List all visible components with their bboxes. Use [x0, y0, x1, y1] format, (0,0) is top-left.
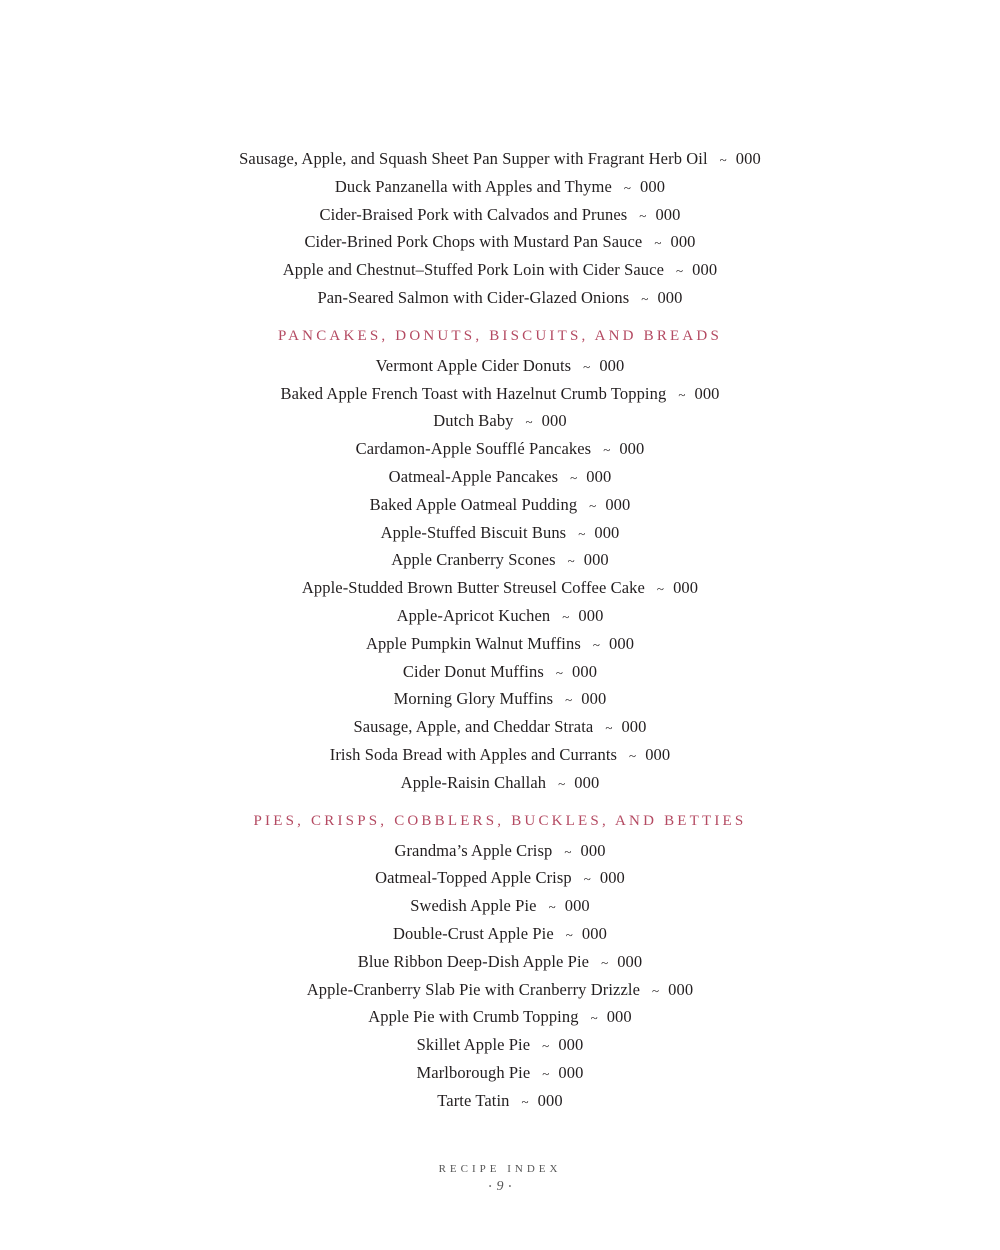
recipe-title: Apple-Apricot Kuchen — [396, 605, 551, 625]
recipe-page-number: 000 — [645, 744, 671, 764]
tilde-separator-icon: ~ — [592, 636, 600, 652]
recipe-title: Apple-Raisin Challah — [400, 772, 547, 792]
index-entry — [0, 519, 1000, 547]
index-entry — [0, 630, 1000, 658]
index-entry — [0, 228, 1000, 256]
tilde-separator-icon: ~ — [542, 1038, 550, 1054]
page-number: 9 — [496, 1179, 504, 1195]
index-entry — [0, 713, 1000, 741]
section-heading: PANCAKES, DONUTS, BISCUITS, AND BREADS — [277, 327, 723, 344]
index-entry — [0, 407, 1000, 435]
recipe-page-number: 000 — [541, 411, 567, 431]
index-entry — [0, 284, 1000, 312]
recipe-page-number: 000 — [578, 605, 604, 625]
tilde-separator-icon: ~ — [567, 553, 575, 569]
recipe-title: Cider Donut Muffins — [402, 661, 544, 681]
recipe-title: Apple Pie with Crumb Topping — [368, 1007, 579, 1027]
recipe-page-number: 000 — [581, 689, 607, 709]
tilde-separator-icon: ~ — [605, 720, 613, 736]
index-entry — [0, 352, 1000, 380]
recipe-page-number: 000 — [692, 260, 718, 280]
recipe-title: Apple-Studded Brown Butter Streusel Coffee Cake — [301, 578, 645, 598]
tilde-separator-icon: ~ — [623, 179, 632, 195]
recipe-page-number: 000 — [640, 176, 666, 196]
recipe-title: Apple and Chestnut–Stuffed Pork Loin with Cider Sauce — [282, 260, 665, 280]
tilde-separator-icon: ~ — [565, 692, 573, 708]
tilde-separator-icon: ~ — [583, 358, 591, 374]
tilde-separator-icon: ~ — [652, 982, 660, 998]
recipe-page-number: 000 — [581, 923, 607, 943]
tilde-separator-icon: ~ — [603, 442, 611, 458]
index-entry — [0, 463, 1000, 491]
recipe-title: Tarte Tatin — [437, 1090, 510, 1110]
recipe-page-number: 000 — [594, 522, 620, 542]
index-entry — [0, 948, 1000, 976]
ornament-dot-icon: • — [508, 1182, 512, 1191]
recipe-page-number: 000 — [619, 439, 645, 459]
index-entry — [0, 769, 1000, 797]
recipe-title: Cider-Braised Pork with Calvados and Prunes — [319, 204, 628, 224]
tilde-separator-icon: ~ — [641, 290, 649, 306]
tilde-separator-icon: ~ — [583, 871, 591, 887]
recipe-title: Duck Panzanella with Apples and Thyme — [334, 176, 612, 196]
tilde-separator-icon: ~ — [542, 1065, 550, 1081]
tilde-separator-icon: ~ — [548, 899, 556, 915]
recipe-page-number: 000 — [605, 494, 631, 514]
recipe-title: Irish Soda Bread with Apples and Currants — [329, 744, 618, 764]
recipe-page-number: 000 — [694, 383, 720, 403]
recipe-page-number: 000 — [657, 287, 683, 307]
recipe-page-number: 000 — [583, 550, 609, 570]
recipe-page-number: 000 — [670, 232, 696, 252]
recipe-title: Pan-Seared Salmon with Cider-Glazed Onions — [317, 287, 630, 307]
recipe-page-number: 000 — [586, 466, 612, 486]
index-entry — [0, 491, 1000, 519]
recipe-title: Cardamon-Apple Soufflé Pancakes — [355, 439, 592, 459]
recipe-index-list — [0, 145, 1000, 1115]
recipe-page-number: 000 — [617, 951, 643, 971]
index-entry — [0, 837, 1000, 865]
index-entry — [0, 1087, 1000, 1115]
index-entry — [0, 864, 1000, 892]
running-footer-title: RECIPE INDEX — [438, 1163, 562, 1175]
tilde-separator-icon: ~ — [589, 497, 597, 513]
recipe-title: Blue Ribbon Deep-Dish Apple Pie — [357, 951, 590, 971]
index-entry — [0, 546, 1000, 574]
tilde-separator-icon: ~ — [629, 747, 637, 763]
page-footer — [0, 1162, 1000, 1196]
index-entry — [0, 435, 1000, 463]
recipe-title: Apple-Cranberry Slab Pie with Cranberry Drizzle — [306, 979, 640, 999]
page-number-line — [0, 1178, 1000, 1196]
index-entry — [0, 741, 1000, 769]
recipe-page-number: 000 — [537, 1090, 563, 1110]
index-entry — [0, 602, 1000, 630]
recipe-page-number: 000 — [599, 868, 625, 888]
recipe-page-number: 000 — [609, 633, 635, 653]
index-entry — [0, 173, 1000, 201]
recipe-page-number: 000 — [668, 979, 694, 999]
recipe-page-number: 000 — [606, 1007, 632, 1027]
tilde-separator-icon: ~ — [656, 581, 665, 597]
tilde-separator-icon: ~ — [555, 664, 563, 680]
recipe-page-number: 000 — [655, 204, 681, 224]
tilde-separator-icon: ~ — [601, 954, 609, 970]
tilde-separator-icon: ~ — [676, 263, 684, 279]
recipe-title: Vermont Apple Cider Donuts — [375, 355, 572, 375]
recipe-title: Dutch Baby — [433, 411, 514, 431]
recipe-title: Marlborough Pie — [416, 1062, 531, 1082]
tilde-separator-icon: ~ — [558, 775, 566, 791]
index-entry — [0, 201, 1000, 229]
tilde-separator-icon: ~ — [578, 525, 586, 541]
recipe-page-number: 000 — [558, 1035, 584, 1055]
index-entry — [0, 658, 1000, 686]
recipe-page-number: 000 — [673, 578, 699, 598]
section-heading: PIES, CRISPS, COBBLERS, BUCKLES, AND BETTIES — [253, 812, 747, 829]
recipe-page-number: 000 — [735, 149, 761, 168]
recipe-page-number: 000 — [572, 661, 598, 681]
recipe-title: Skillet Apple Pie — [416, 1035, 531, 1055]
index-entry — [0, 892, 1000, 920]
recipe-page-number: 000 — [599, 355, 625, 375]
tilde-separator-icon: ~ — [678, 386, 686, 402]
ornament-dot-icon: • — [488, 1182, 492, 1191]
index-entry — [0, 685, 1000, 713]
recipe-title: Oatmeal-Topped Apple Crisp — [375, 868, 572, 888]
tilde-separator-icon: ~ — [565, 926, 573, 942]
recipe-title: Double-Crust Apple Pie — [393, 923, 554, 943]
recipe-title: Apple-Stuffed Biscuit Buns — [380, 522, 567, 542]
recipe-page-number: 000 — [558, 1062, 584, 1082]
tilde-separator-icon: ~ — [525, 414, 533, 430]
recipe-title: Morning Glory Muffins — [393, 689, 554, 709]
index-entry — [0, 920, 1000, 948]
tilde-separator-icon: ~ — [562, 608, 570, 624]
recipe-page-number: 000 — [580, 840, 606, 860]
index-entry — [0, 380, 1000, 408]
recipe-title: Cider-Brined Pork Chops with Mustard Pan Sauce — [304, 232, 643, 252]
recipe-title: Apple Cranberry Scones — [391, 550, 556, 570]
tilde-separator-icon: ~ — [564, 843, 572, 859]
tilde-separator-icon: ~ — [570, 469, 578, 485]
tilde-separator-icon: ~ — [521, 1093, 529, 1109]
recipe-title: Swedish Apple Pie — [410, 896, 537, 916]
index-entry — [0, 1003, 1000, 1031]
recipe-title: Sausage, Apple, and Squash Sheet Pan Supper with Fragrant Herb Oil — [239, 149, 708, 168]
index-entry — [0, 256, 1000, 284]
index-entry — [0, 976, 1000, 1004]
recipe-page-number: 000 — [621, 717, 647, 737]
tilde-separator-icon: ~ — [590, 1010, 598, 1026]
recipe-title: Grandma’s Apple Crisp — [394, 840, 553, 860]
index-entry — [0, 574, 1000, 602]
recipe-title: Apple Pumpkin Walnut Muffins — [365, 633, 581, 653]
index-entry — [0, 145, 1000, 173]
index-entry — [0, 1059, 1000, 1087]
index-entry — [0, 1031, 1000, 1059]
recipe-title: Oatmeal-Apple Pancakes — [388, 466, 559, 486]
recipe-title: Baked Apple Oatmeal Pudding — [369, 494, 578, 514]
recipe-page-number: 000 — [574, 772, 600, 792]
tilde-separator-icon: ~ — [639, 207, 647, 223]
recipe-title: Baked Apple French Toast with Hazelnut Crumb Topping — [280, 383, 667, 403]
tilde-separator-icon: ~ — [719, 152, 727, 167]
tilde-separator-icon: ~ — [654, 235, 662, 251]
recipe-page-number: 000 — [564, 896, 590, 916]
recipe-title: Sausage, Apple, and Cheddar Strata — [353, 717, 594, 737]
